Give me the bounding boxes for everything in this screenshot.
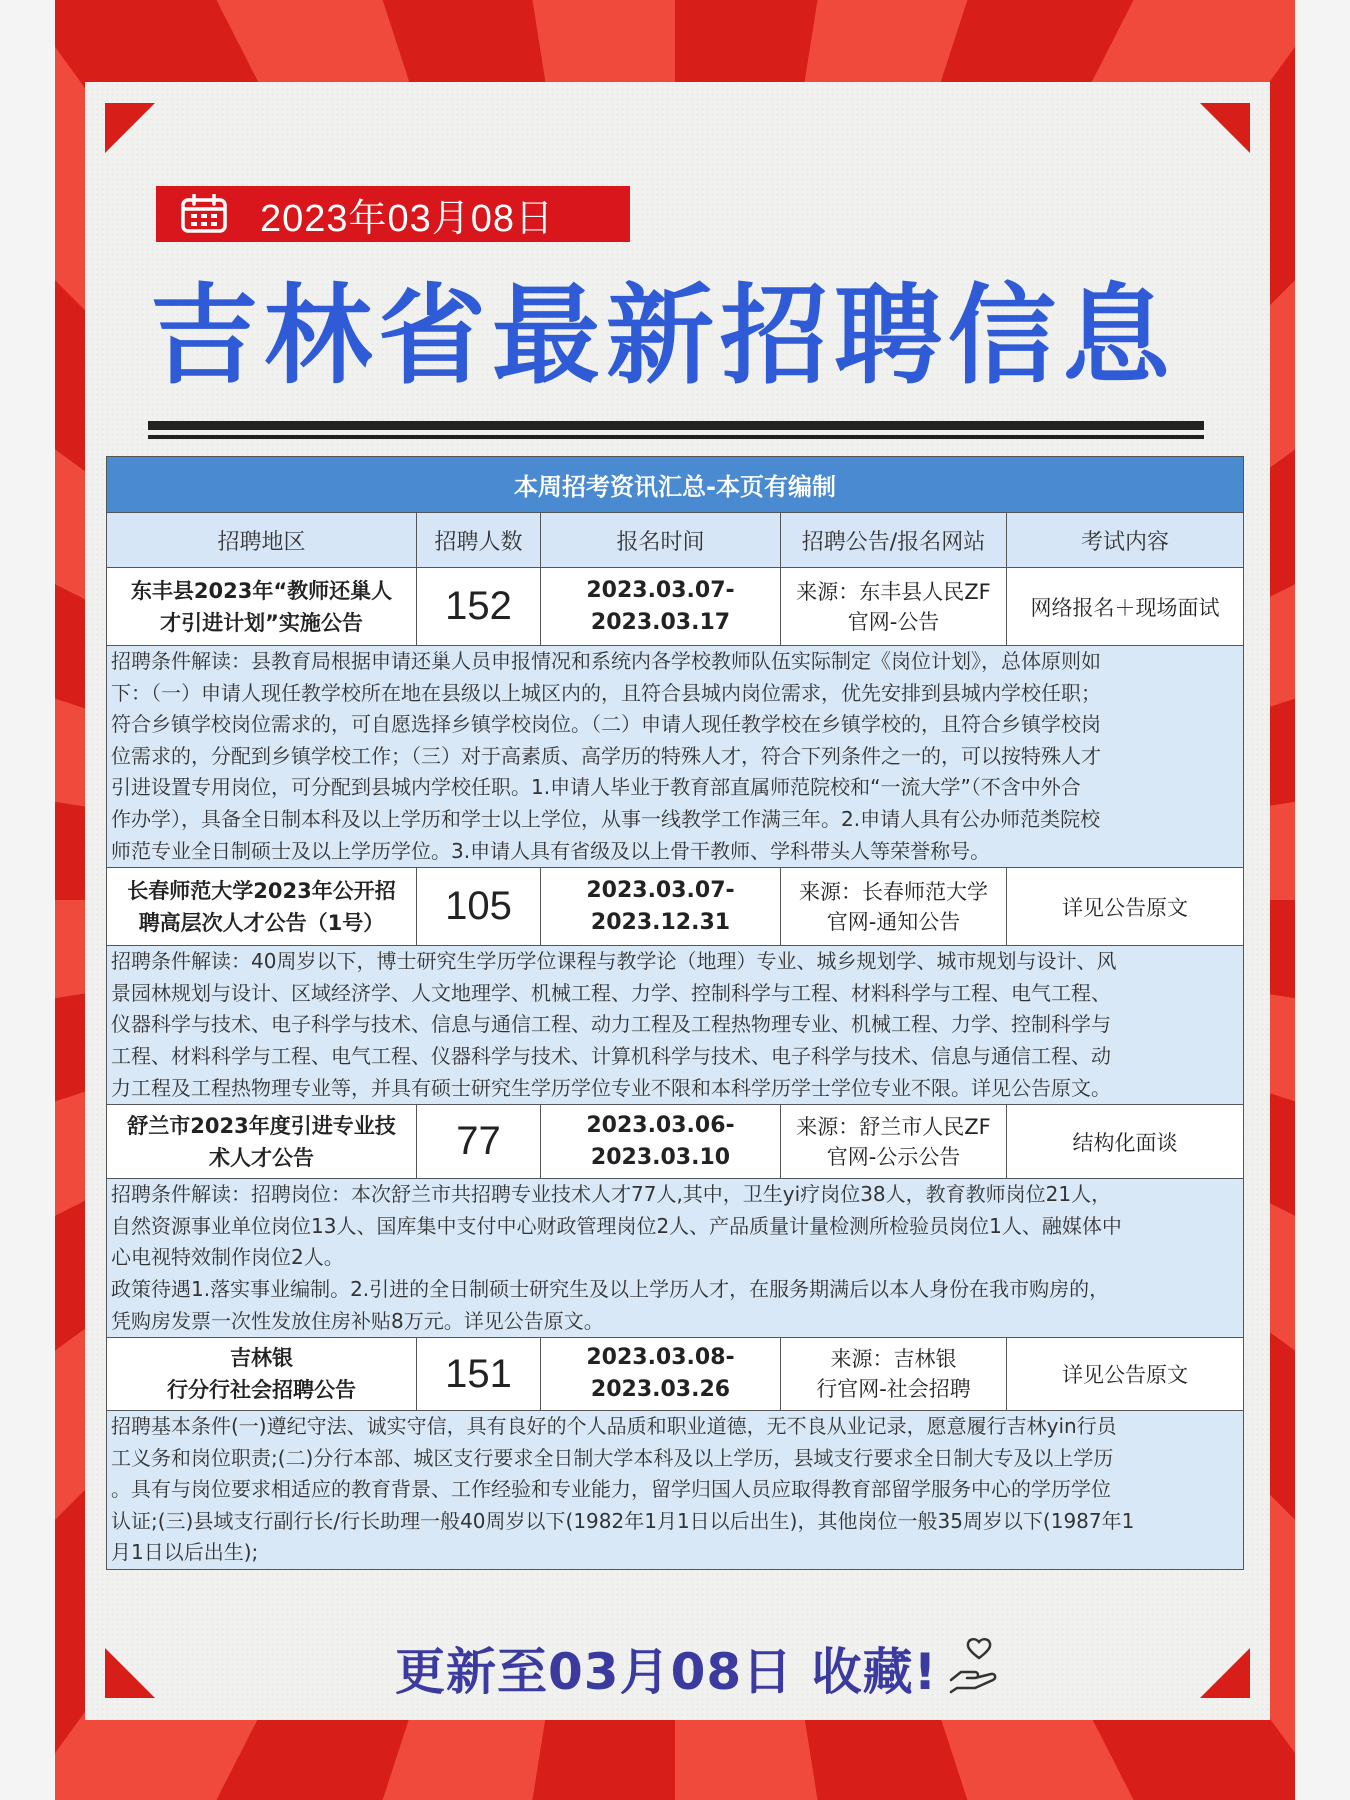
right-border [1295, 0, 1350, 1800]
description-line: 作办学），具备全日制本科及以上学历和学士以上学位，从事一线教学工作满三年。2.申请人具有公办师范类院校 [111, 806, 1101, 831]
corner-decoration-top-right [1200, 103, 1250, 153]
job-source-line: 官网-通知公告 [826, 909, 961, 934]
job-count-line: 152 [445, 584, 512, 628]
job-source [781, 568, 1007, 646]
corner-decoration-bottom-left [105, 1648, 155, 1698]
job-count [417, 1105, 541, 1179]
job-time-line: 2023.03.26 [590, 1377, 731, 1403]
description-row [107, 646, 1244, 868]
job-count [417, 568, 541, 646]
job-source-line: 来源：舒兰市人民ZF [796, 1114, 991, 1139]
job-description [107, 1179, 1244, 1338]
description-line: 月1日以后出生); [111, 1540, 259, 1565]
table-row [107, 1338, 1244, 1411]
job-time [541, 1105, 781, 1179]
job-name [107, 1105, 417, 1179]
job-exam [1007, 868, 1244, 946]
recruitment-table [106, 456, 1244, 1570]
job-name [107, 568, 417, 646]
description-row [107, 1179, 1244, 1338]
job-exam-line: 详见公告原文 [1062, 895, 1188, 920]
job-exam-line: 网络报名＋现场面试 [1030, 595, 1220, 620]
description-line: 自然资源事业单位岗位13人、国库集中支付中心财政管理岗位2人、产品质量计量检测所检验员岗位1人、融媒体中 [111, 1213, 1122, 1238]
description-line: 引进设置专用岗位，可分配到县城内学校任职。1.申请人毕业于教育部直属师范院校和“一流大学”（不含中外合 [111, 775, 1081, 800]
corner-decoration-top-left [105, 103, 155, 153]
job-time [541, 868, 781, 946]
table-row [107, 868, 1244, 946]
footer-text: 更新至03月08日 收藏! [395, 1643, 938, 1701]
header-count: 招聘人数 [417, 513, 541, 568]
description-line: 招聘条件解读：40周岁以下，博士研究生学历学位课程与教学论（地理）专业、城乡规划学、城市规划与设计、风 [111, 949, 1117, 974]
job-description [107, 946, 1244, 1105]
job-exam [1007, 1105, 1244, 1179]
job-source-line: 行官网-社会招聘 [816, 1377, 971, 1402]
description-row [107, 946, 1244, 1105]
job-source-line: 来源：吉林银 [830, 1347, 957, 1372]
header-region: 招聘地区 [107, 513, 417, 568]
job-time-line: 2023.03.07- [586, 877, 735, 903]
description-line: 位需求的，分配到乡镇学校工作；（三）对于高素质、高学历的特殊人才，符合下列条件之一的，可以按特殊人才 [111, 743, 1101, 768]
job-exam [1007, 1338, 1244, 1411]
job-time-line: 2023.03.10 [590, 1144, 731, 1170]
heart-hand-icon [945, 1636, 1009, 1700]
title-divider-thin [148, 435, 1204, 439]
description-row [107, 1411, 1244, 1570]
description-line: 工程、材料科学与工程、电气工程、仪器科学与技术、计算机科学与技术、电子科学与技术、信息与通信工程、动 [111, 1043, 1111, 1068]
footer [395, 1632, 1009, 1704]
description-line: 工义务和岗位职责;(二)分行本部、城区支行要求全日制大学本科及以上学历，县域支行要求全日制大专及以上学历 [111, 1445, 1114, 1470]
job-description [107, 1411, 1244, 1570]
job-exam [1007, 568, 1244, 646]
job-name-line: 东丰县2023年“教师还巢人 [130, 578, 393, 603]
date-text: 2023年03月08日 [260, 197, 555, 240]
title-divider [148, 421, 1204, 430]
job-time [541, 568, 781, 646]
header-exam: 考试内容 [1007, 513, 1244, 568]
description-line: 招聘条件解读：招聘岗位：本次舒兰市共招聘专业技术人才77人,其中，卫生yi疗岗位38人，教育教师岗位21人， [111, 1182, 1112, 1207]
description-line: 认证;(三)县域支行副行长/行长助理一般40周岁以下(1982年1月1日以后出生)，其他岗位一般35周岁以下(1987年1 [111, 1508, 1135, 1533]
table-row [107, 1105, 1244, 1179]
job-source-line: 来源：长春师范大学 [799, 879, 988, 904]
job-count-line: 105 [445, 884, 512, 929]
description-line: 符合乡镇学校岗位需求的，可自愿选择乡镇学校岗位。（二）申请人现任教学校在乡镇学校的，且符合乡镇学校岗 [111, 712, 1101, 737]
description-line: 招聘条件解读：县教育局根据申请还巢人员申报情况和系统内各学校教师队伍实际制定《岗位计划》，总体原则如 [111, 649, 1101, 673]
description-line: 仪器科学与技术、电子科学与技术、信息与通信工程、动力工程及工程热物理专业、机械工程、力学、控制科学与 [111, 1012, 1111, 1037]
header-time: 报名时间 [541, 513, 781, 568]
job-time-line: 2023.03.17 [590, 609, 731, 635]
job-name [107, 1338, 417, 1411]
description-line: 。具有与岗位要求相适应的教育背景、工作经验和专业能力，留学归国人员应取得教育部留学服务中心的学历学位 [111, 1477, 1111, 1502]
date-badge [156, 186, 630, 242]
job-source-line: 官网-公示公告 [826, 1144, 961, 1169]
job-name [107, 868, 417, 946]
job-time-line: 2023.03.06- [586, 1112, 735, 1138]
description-line: 心电视特效制作岗位2人。 [111, 1245, 344, 1270]
job-source-line: 来源：东丰县人民ZF [796, 579, 991, 604]
job-name-line: 才引进计划”实施公告 [160, 610, 363, 635]
job-time-line: 2023.03.07- [586, 577, 735, 603]
job-time-line: 2023.12.31 [590, 909, 731, 935]
job-time [541, 1338, 781, 1411]
job-exam-line: 详见公告原文 [1062, 1363, 1188, 1388]
job-source [781, 1105, 1007, 1179]
calendar-icon [180, 194, 228, 234]
description-line: 下：（一）申请人现任教学校所在地在县级以上城区内的，且符合县城内岗位需求，优先安排到县城内学校任职； [111, 680, 1101, 705]
table-row [107, 568, 1244, 646]
job-description [107, 646, 1244, 868]
job-count [417, 868, 541, 946]
job-name-line: 聘高层次人才公告（1号） [138, 910, 385, 935]
job-name-line: 长春师范大学2023年公开招 [127, 878, 396, 903]
header-source: 招聘公告/报名网站 [781, 513, 1007, 568]
job-count-line: 151 [445, 1351, 512, 1396]
description-line: 景园林规划与设计、区域经济学、人文地理学、机械工程、力学、控制科学与工程、材料科学与工程、电气工程、 [111, 980, 1111, 1005]
corner-decoration-bottom-right [1200, 1648, 1250, 1698]
description-line: 师范专业全日制硕士及以上学历学位。3.申请人具有省级及以上骨干教师、学科带头人等荣誉称号。 [111, 838, 991, 863]
job-name-line: 吉林银 [230, 1346, 293, 1371]
left-border [0, 0, 55, 1800]
job-name-line: 术人才公告 [209, 1145, 314, 1170]
table-caption: 本周招考资讯汇总-本页有编制 [107, 457, 1244, 513]
job-source-line: 官网-公告 [847, 609, 940, 634]
job-name-line: 行分行社会招聘公告 [167, 1378, 356, 1403]
description-line: 招聘基本条件(一)遵纪守法、诚实守信，具有良好的个人品质和职业道德，无不良从业记录，愿意履行吉林yin行员 [111, 1414, 1117, 1439]
description-line: 政策待遇1.落实事业编制。2.引进的全日制硕士研究生及以上学历人才，在服务期满后以本人身份在我市购房的， [111, 1276, 1110, 1301]
job-source [781, 1338, 1007, 1411]
job-count [417, 1338, 541, 1411]
description-line: 力工程及工程热物理专业等，并具有硕士研究生学历学位专业不限和本科学历学士学位专业不限。详见公告原文。 [111, 1075, 1111, 1100]
description-line: 凭购房发票一次性发放住房补贴8万元。详见公告原文。 [111, 1308, 604, 1333]
job-time-line: 2023.03.08- [586, 1345, 735, 1371]
job-source [781, 868, 1007, 946]
page-title: 吉林省最新招聘信息 [150, 274, 1177, 399]
job-exam-line: 结构化面谈 [1072, 1130, 1178, 1155]
job-name-line: 舒兰市2023年度引进专业技 [127, 1113, 396, 1138]
job-count-line: 77 [456, 1119, 501, 1164]
